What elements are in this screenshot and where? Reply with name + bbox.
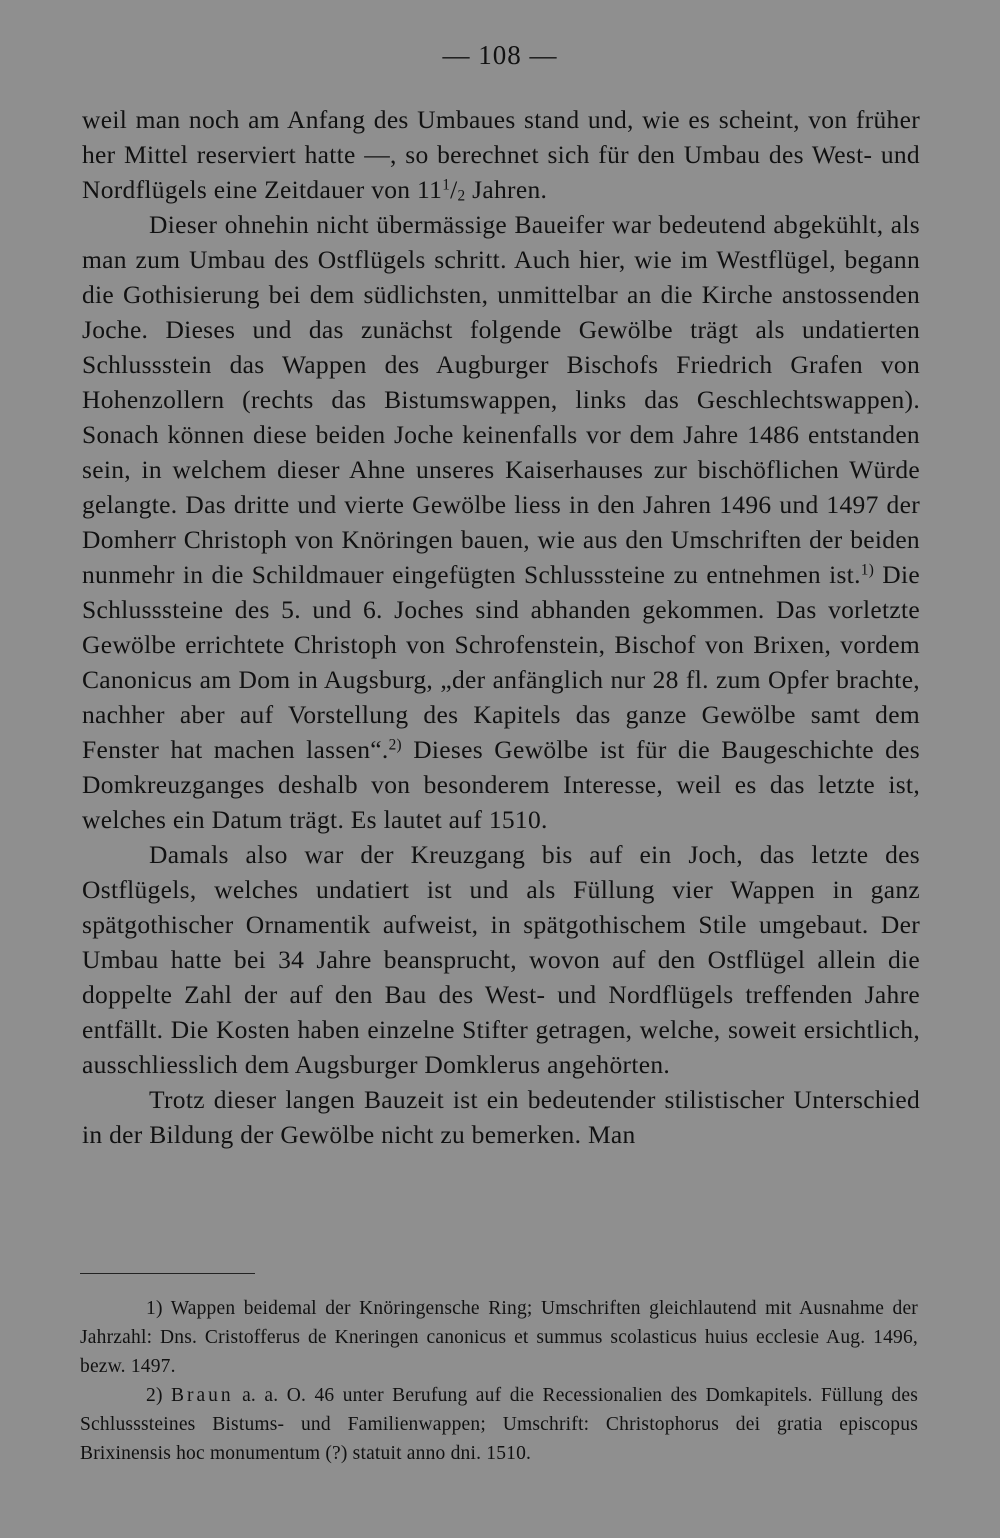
paragraph-1	[82, 102, 920, 207]
footnote-ref-1: 1)	[860, 561, 875, 579]
paragraph-2	[82, 207, 920, 837]
fraction-denominator: 2	[457, 187, 466, 205]
fraction-numerator: 1	[442, 176, 451, 194]
footnote-2-author: Braun	[171, 1385, 234, 1406]
paragraph-3: Damals also war der Kreuzgang bis auf ein Joch, das letzte des Ostflügels, welches undatiert ist und als Füllung vier Wappen in ganz spätgothischer Ornamentik aufweist, in spätgothischem Stile umgebaut. Der Umbau hatte bei 34 Jahre beansprucht, wovon auf den Ostflügel allein die doppelte Zahl der auf den Bau des West- und Nordflügels treffenden Jahre entfällt. Die Kosten haben einzelne Stifter getragen, welche, soweit ersichtlich, ausschliesslich dem Augsburger Domklerus angehörten.	[82, 840, 920, 1079]
fraction-separator: /	[450, 175, 458, 204]
paragraph-2-part-1: Dieser ohnehin nicht übermässige Baueifer war bedeutend abgekühlt, als man zum Umbau des Ostflügels schritt. Auch hier, wie im Westflügel, begann die Gothisierung bei dem südlichsten, unmittelbar an die Kirche anstossenden Joche. Dieses und das zunächst folgende Gewölbe trägt als undatierten Schlussstein das Wappen des Augburger Bischofs Friedrich Grafen von Hohenzollern (rechts das Bistumswappen, links das Geschlechtswappen). Sonach können diese beiden Joche keinenfalls vor dem Jahre 1486 entstanden sein, in welchem dieser Ahne unseres Kaiserhauses zur bischöflichen Würde gelangte. Das dritte und vierte Gewölbe liess in den Jahren 1496 und 1497 der Domherr Christoph von Knöringen bauen, wie aus den Umschriften der beiden nunmehr in die Schildmauer eingefügten Schlusssteine zu entnehmen ist.	[82, 210, 920, 589]
paragraph-4: Trotz dieser langen Bauzeit ist ein bedeutender stilistischer Unterschied in der Bildung der Gewölbe nicht zu bemerken. Man	[82, 1085, 920, 1149]
paragraph-2-part-2: Die Schlusssteine des 5. und 6. Joches sind abhanden gekommen. Das vorletzte Gewölbe errichtete Christoph von Schrofenstein, Bischof von Brixen, vordem Canonicus am Dom in Augsburg, „der anfänglich nur 28 fl. zum Opfer brachte, nachher aber auf Vorstellung des Kapitels das ganze Gewölbe samt dem Fenster hat machen lassen“.	[82, 560, 920, 764]
paragraph-2-part-3: Dieses Gewölbe ist für die Baugeschichte des Domkreuzganges deshalb von besonderem Interesse, weil es das letzte ist, welches ein Datum trägt. Es lautet auf 1510.	[82, 735, 920, 834]
footnote-divider	[80, 1273, 255, 1274]
paragraph-1-text: weil man noch am Anfang des Umbaues stand und, wie es scheint, von früher her Mittel reserviert hatte —, so berechnet sich für den Umbau des West- und Nordflügels eine Zeitdauer von 11	[82, 105, 920, 204]
footnote-ref-2: 2)	[388, 736, 402, 754]
paragraph-1-end: Jahren.	[465, 175, 548, 204]
footnote-2	[80, 1381, 918, 1468]
page-number: — 108 —	[442, 40, 558, 70]
main-text	[82, 102, 920, 1152]
footnotes	[80, 1294, 918, 1468]
footnote-2-marker: 2)	[146, 1385, 172, 1406]
footnote-1: 1) Wappen beidemal der Knöringensche Ring; Umschriften gleichlautend mit Ausnahme der Jahrzahl: Dns. Cristofferus de Kneringen canonicus et summus scolasticus huius ecclesie Aug. 1496, bezw. 1497.	[80, 1298, 918, 1377]
footnote-2-text: a. a. O. 46 unter Berufung auf die Recessionalien des Domkapitels. Füllung des Schlusssteines Bistums- und Familienwappen; Umschrift: Christophorus dei gratia episcopus Brixinensis hoc monumentum (?) statuit anno dni. 1510.	[80, 1385, 918, 1464]
